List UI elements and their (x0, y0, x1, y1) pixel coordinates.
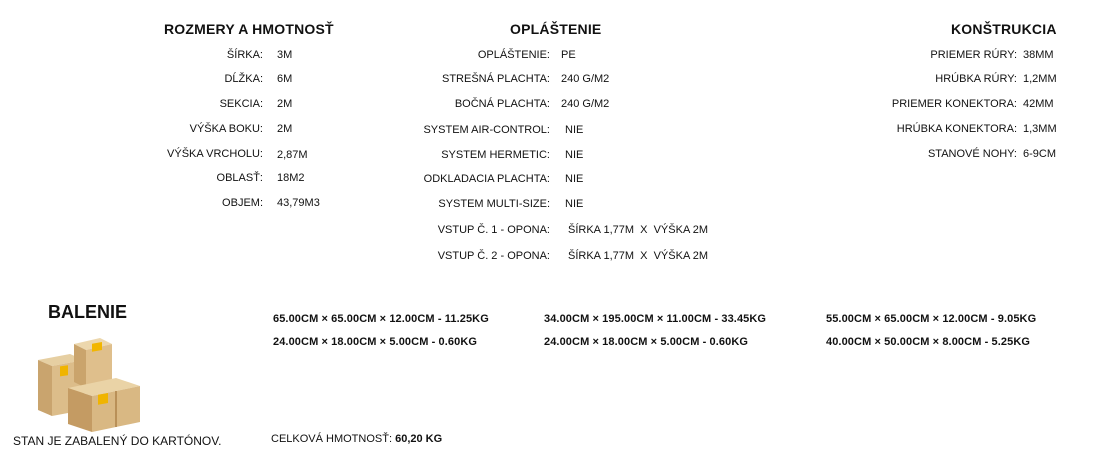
package-item: 24.00CM × 18.00CM × 5.00CM - 0.60KG (544, 336, 749, 348)
package-item: 65.00CM × 65.00CM × 12.00CM - 11.25KG (273, 313, 489, 325)
cov-value: 240 G/M2 (561, 73, 610, 85)
package-item: 40.00CM × 50.00CM × 8.00CM - 5.25KG (826, 336, 1031, 348)
con-value: 1,3MM (1023, 123, 1057, 135)
cov-label: SYSTEM AIR-CONTROL: (423, 124, 550, 136)
package-item: 34.00CM × 195.00CM × 11.00CM - 33.45KG (544, 313, 767, 325)
dim-value: 2M (277, 123, 293, 135)
cov-label: BOČNÁ PLACHTA: (454, 98, 550, 110)
con-value: 38MM (1023, 49, 1054, 61)
cov-value: PE (561, 49, 576, 61)
cov-label: SYSTEM MULTI-SIZE: (438, 198, 550, 210)
cov-label: STREŠNÁ PLACHTA: (442, 73, 550, 85)
con-value: 42MM (1023, 98, 1054, 110)
cov-value: ŠÍRKA 1,77M X VÝŠKA 2M (568, 224, 709, 236)
cardboard-boxes-icon (34, 336, 146, 437)
dim-label: VÝŠKA VRCHOLU: (167, 148, 263, 160)
packaging-caption: STAN JE ZABALENÝ DO KARTÓNOV. (13, 434, 222, 448)
con-label: STANOVÉ NOHY: (927, 148, 1017, 160)
dim-label: SEKCIA: (219, 98, 263, 110)
dim-value: 43,79M3 (277, 197, 320, 209)
cov-value: NIE (565, 124, 584, 136)
cov-label: VSTUP Č. 2 - OPONA: (437, 250, 550, 262)
construction-heading: KONŠTRUKCIA (951, 21, 1057, 37)
con-label: PRIEMER RÚRY: (930, 49, 1017, 61)
dim-value: 2M (277, 98, 293, 110)
con-label: HRÚBKA RÚRY: (935, 73, 1017, 85)
dim-label: ŠÍRKA: (226, 49, 263, 61)
dim-label: OBJEM: (222, 197, 263, 209)
total-weight-value: 60,20 KG (395, 433, 443, 445)
cov-label: OPLÁŠTENIE: (477, 49, 550, 61)
cov-label: ODKLADACIA PLACHTA: (423, 173, 550, 185)
dim-value: 2,87M (277, 149, 308, 161)
total-weight (271, 433, 442, 445)
dim-label: VÝŠKA BOKU: (189, 123, 263, 135)
con-value: 1,2MM (1023, 73, 1057, 85)
dim-value: 3M (277, 49, 293, 61)
covering-heading: OPLÁŠTENIE (510, 21, 602, 37)
cov-label: VSTUP Č. 1 - OPONA: (437, 224, 550, 236)
total-weight-label: CELKOVÁ HMOTNOSŤ: (271, 433, 393, 445)
cov-value: 240 G/M2 (561, 98, 610, 110)
cov-value: NIE (565, 149, 584, 161)
cov-value: NIE (565, 198, 584, 210)
con-label: PRIEMER KONEKTORA: (891, 98, 1017, 110)
dim-label: OBLASŤ: (216, 172, 263, 184)
packaging-heading: BALENIE (48, 302, 128, 322)
dim-value: 18M2 (277, 172, 305, 184)
cov-label: SYSTEM HERMETIC: (441, 149, 550, 161)
con-label: HRÚBKA KONEKTORA: (896, 123, 1017, 135)
dimensions-heading: ROZMERY A HMOTNOSŤ (164, 21, 334, 37)
package-item: 55.00CM × 65.00CM × 12.00CM - 9.05KG (826, 313, 1037, 325)
con-value: 6-9CM (1023, 148, 1057, 160)
dim-label: DĹŽKA: (224, 73, 263, 85)
dim-value: 6M (277, 73, 293, 85)
cov-value: NIE (565, 173, 584, 185)
cov-value: ŠÍRKA 1,77M X VÝŠKA 2M (568, 250, 709, 262)
package-item: 24.00CM × 18.00CM × 5.00CM - 0.60KG (273, 336, 478, 348)
